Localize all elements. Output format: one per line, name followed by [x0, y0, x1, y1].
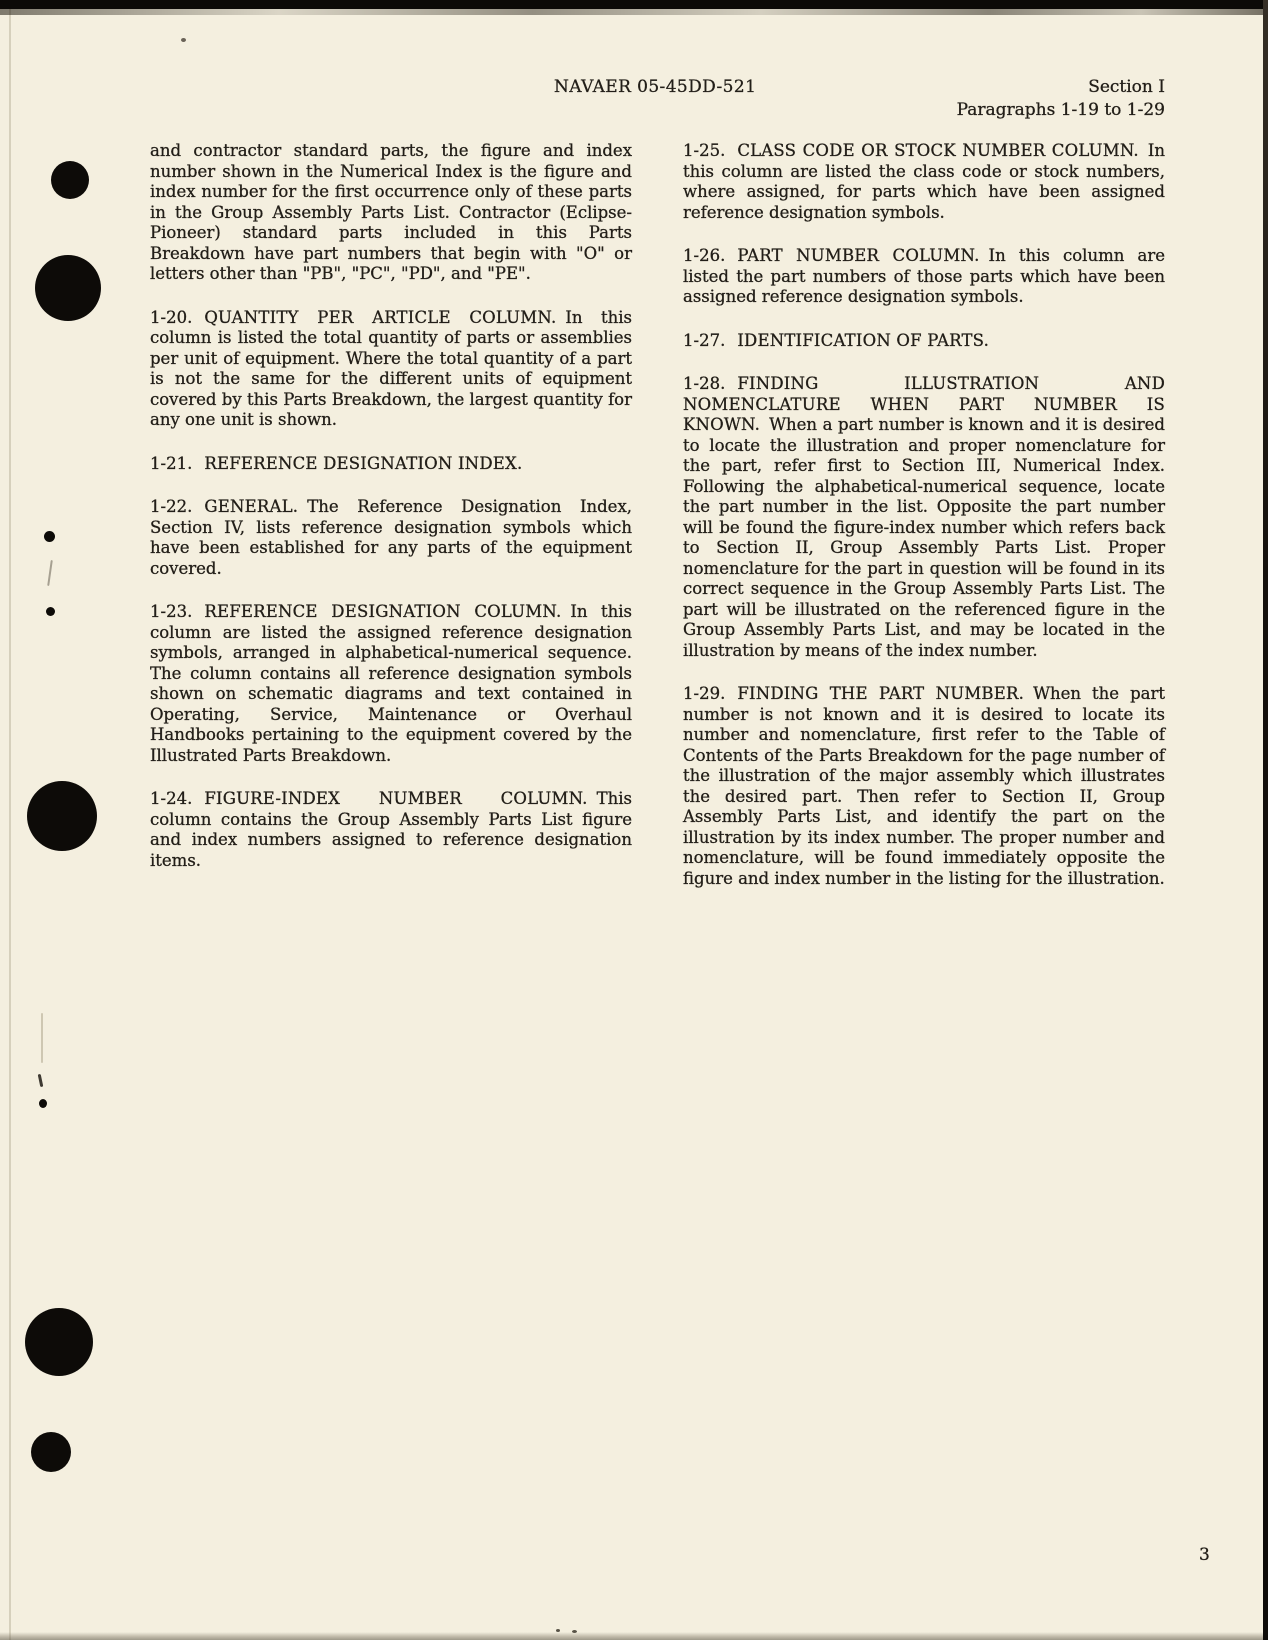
paragraph	[150, 789, 632, 871]
paragraph-text: This column contains the Group Assembly Parts List figure and index numbers assigned to reference designation items.	[150, 789, 632, 870]
paragraph-number: 1-29.	[683, 684, 726, 703]
scan-left-crease	[9, 0, 11, 1640]
ink-speck	[181, 38, 186, 42]
paragraph	[683, 374, 1165, 661]
scan-right-edge	[1263, 0, 1268, 1640]
paragraph-title: PART NUMBER COLUMN.	[737, 246, 980, 265]
paragraph-text: and contractor standard parts, the figure and index number shown in the Numerical Index is the figure and index number for the first occurrence only of these parts in the Group Assembly Parts List. Contractor (Eclipse-Pioneer) standard parts included in this Parts Breakdown have part numbers that begin with "O" or letters other than "PB", "PC", "PD", and "PE".	[150, 141, 632, 283]
paragraph	[683, 141, 1165, 223]
ink-blot	[35, 255, 101, 321]
paragraph	[683, 331, 1165, 352]
paragraph-title: FINDING ILLUSTRATION AND NOMENCLATURE WHEN PART NUMBER IS KNOWN.	[683, 374, 1165, 434]
paragraph-number: 1-26.	[683, 246, 726, 265]
paragraph-number: 1-28.	[683, 374, 726, 393]
ink-blot	[46, 607, 55, 616]
paragraph	[683, 246, 1165, 308]
paragraph-number: 1-27.	[683, 330, 726, 350]
ink-blot	[39, 1099, 47, 1108]
ink-smudge	[38, 1074, 44, 1087]
paragraph	[150, 497, 632, 579]
paragraph-title: CLASS CODE OR STOCK NUMBER COLUMN.	[737, 141, 1139, 160]
ink-blot	[25, 1308, 93, 1376]
section-label: Section I	[1088, 77, 1165, 97]
paragraph	[683, 684, 1165, 889]
paragraph	[150, 602, 632, 766]
paragraph-text: In this column is listed the total quantity of parts or assemblies per unit of equipment. Where the total quantity of a part is not the same for the different units of equipment covered by this Parts Breakdown, the largest quantity for any one unit is shown.	[150, 307, 632, 429]
paragraph	[150, 454, 632, 475]
paragraph-text: The Reference Designation Index, Section IV, lists reference designation symbols which have been established for any parts of the equipment covered.	[150, 497, 632, 578]
paragraph-title: REFERENCE DESIGNATION INDEX.	[204, 453, 523, 473]
scan-top-edge	[0, 0, 1268, 9]
paragraph-number: 1-25.	[683, 141, 726, 160]
paragraph-range: Paragraphs 1-19 to 1-29	[956, 100, 1165, 120]
paragraph-number: 1-23.	[150, 602, 193, 621]
paragraph	[150, 308, 632, 431]
paragraph-number: 1-21.	[150, 453, 193, 473]
paragraph-text: When the part number is not known and it is desired to locate its number and nomenclature, first refer to the Table of Contents of the Parts Breakdown for the page number of the illustration of the major assembly which illustrates the desired part. Then refer to Section II, Group Assembly Parts List, and identify the part on the illustration by its index number. The proper number and nomenclature, will be found immediately opposite the figure and index number in the listing for the illustration.	[683, 684, 1165, 888]
paragraph-title: IDENTIFICATION OF PARTS.	[737, 330, 990, 350]
page-number: 3	[1199, 1545, 1210, 1565]
paragraph-text: In this column are listed the part numbers of those parts which have been assigned reference designation symbols.	[683, 246, 1165, 306]
scan-bottom-edge	[0, 1632, 1268, 1640]
paragraph-title: GENERAL.	[204, 497, 299, 516]
ink-blot	[51, 161, 89, 199]
left-column	[150, 141, 632, 912]
paragraph-number: 1-24.	[150, 789, 193, 808]
ink-blot	[27, 781, 97, 851]
paragraph-text: In this column are listed the assigned reference designation symbols, arranged in alphabetical-numerical sequence. The column contains all reference designation symbols shown on schematic diagrams and text contained in Operating, Service, Maintenance or Overhaul Handbooks pertaining to the equipment covered by the Illustrated Parts Breakdown.	[150, 602, 632, 765]
paragraph	[150, 141, 632, 285]
paragraph-number: 1-22.	[150, 497, 193, 516]
paragraph-title: QUANTITY PER ARTICLE COLUMN.	[204, 307, 557, 327]
right-column	[683, 141, 1165, 912]
ink-smudge	[41, 1013, 43, 1063]
paragraph-title: FIGURE-INDEX NUMBER COLUMN.	[204, 789, 588, 808]
ink-blot	[31, 1432, 71, 1472]
paragraph-title: REFERENCE DESIGNATION COLUMN.	[204, 602, 562, 621]
paragraph-text: In this column are listed the class code or stock numbers, where assigned, for parts which have been assigned reference designation symbols.	[683, 141, 1165, 222]
document-body	[150, 141, 1165, 912]
section-info	[957, 76, 1165, 122]
ink-blot	[44, 531, 55, 542]
ink-smudge	[47, 560, 53, 586]
paragraph-title: FINDING THE PART NUMBER.	[737, 684, 1025, 703]
paragraph-text: When a part number is known and it is desired to locate the illustration and proper nomenclature for the part, refer first to Section III, Numerical Index. Following the alphabetical-numerical sequence, locate the part number in the list. Opposite the part number will be found the figure-index number which refers back to Section II, Group Assembly Parts List. Proper nomenclature for the part in question will be found in its correct sequence in the Group Assembly Parts List. The part will be illustrated on the referenced figure in the Group Assembly Parts List, and may be located in the illustration by means of the index number.	[683, 415, 1165, 660]
paragraph-number: 1-20.	[150, 307, 193, 327]
doc-number: NAVAER 05-45DD-521	[554, 77, 757, 97]
page-header	[150, 76, 1165, 128]
